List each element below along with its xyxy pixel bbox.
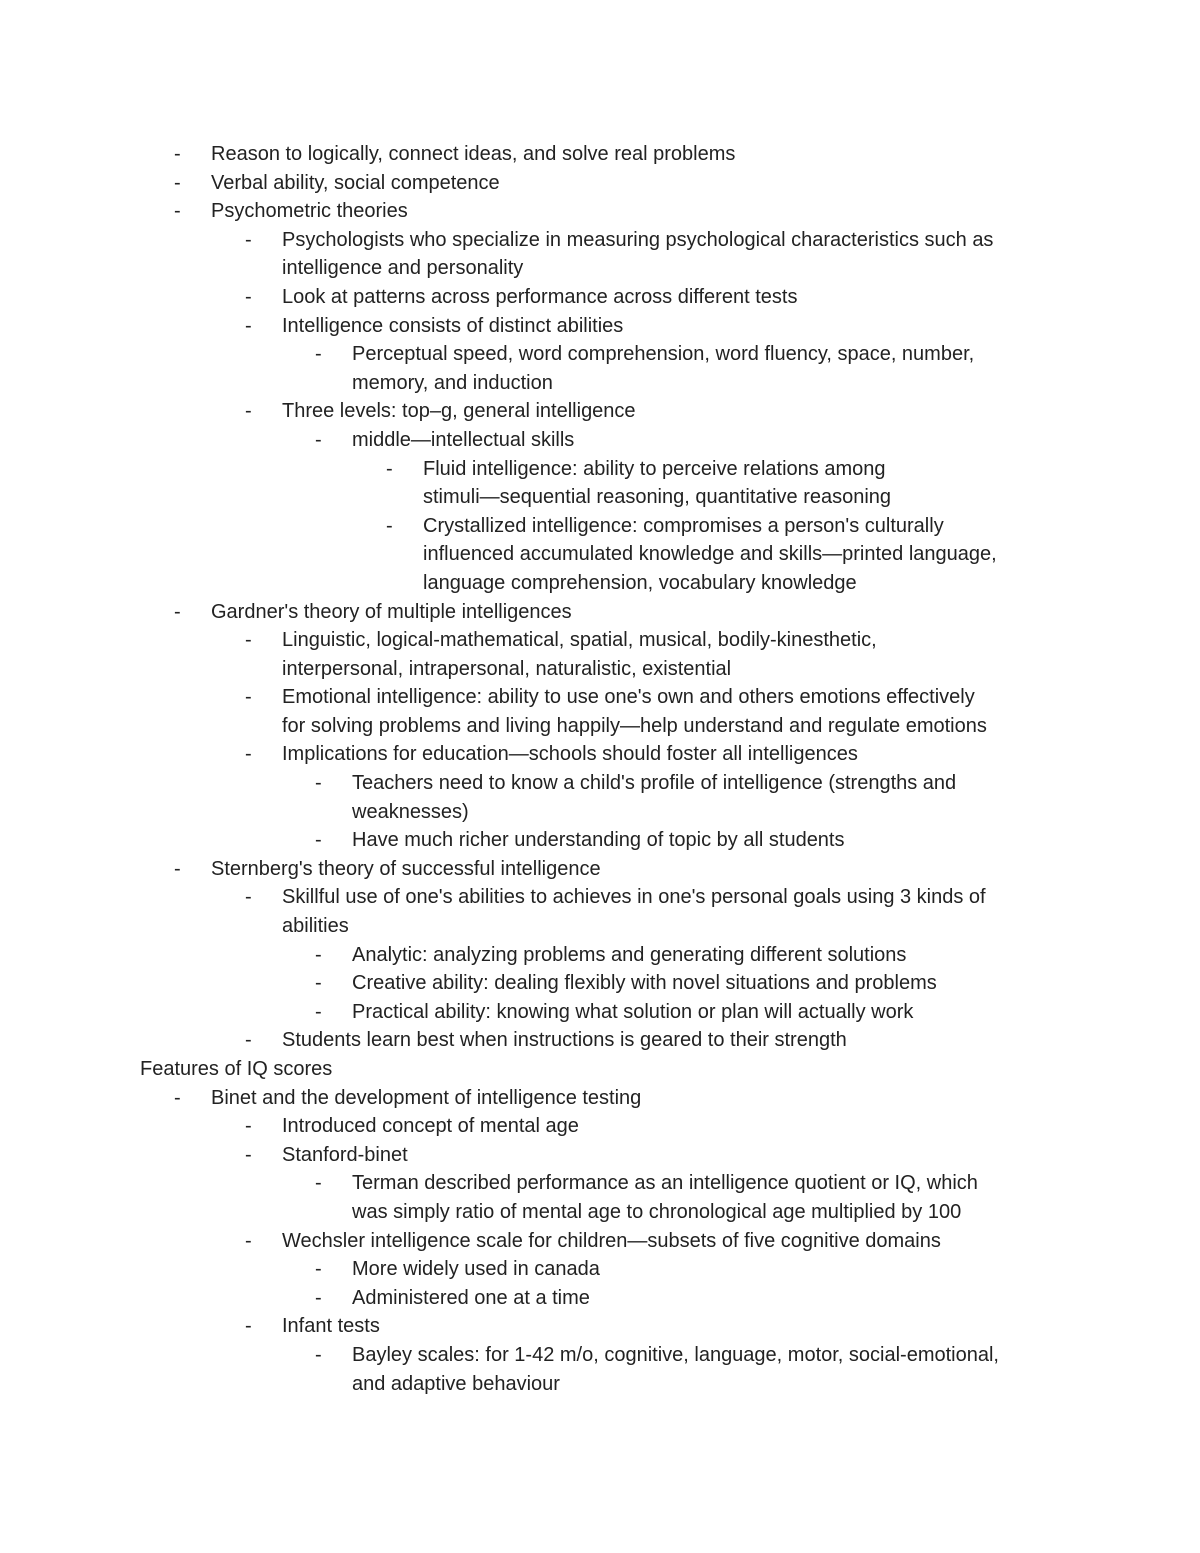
list-item-text: Administered one at a time <box>352 1286 590 1309</box>
bullet-dash: - <box>174 857 181 880</box>
list-item-text: Teachers need to know a child's profile of intelligence (strengths and <box>352 772 957 795</box>
list-item-text: Students learn best when instructions is geared to their strength <box>282 1029 847 1052</box>
list-item <box>140 626 1070 655</box>
list-item <box>140 1341 1070 1370</box>
list-item <box>140 655 1070 684</box>
list-item-text: Look at patterns across performance across different tests <box>282 285 798 308</box>
section-heading <box>140 1055 1070 1084</box>
bullet-dash: - <box>245 629 252 652</box>
list-item <box>140 483 1070 512</box>
list-item-text: Intelligence consists of distinct abilities <box>282 314 624 337</box>
list-item-text: Skillful use of one's abilities to achieves in one's personal goals using 3 kinds of <box>282 886 986 909</box>
bullet-dash: - <box>245 1229 252 1252</box>
bullet-dash: - <box>174 143 181 165</box>
list-item <box>140 169 1070 198</box>
bullet-dash: - <box>245 686 252 709</box>
list-item-text: Perceptual speed, word comprehension, word fluency, space, number, <box>352 343 975 366</box>
list-item-text: and adaptive behaviour <box>352 1372 560 1395</box>
bullet-dash: - <box>245 886 252 909</box>
list-item-text: influenced accumulated knowledge and skills—printed language, <box>423 543 997 566</box>
list-item <box>140 941 1070 970</box>
list-item-text: Creative ability: dealing flexibly with novel situations and problems <box>352 972 937 995</box>
list-item <box>140 855 1070 884</box>
list-item-text: interpersonal, intrapersonal, naturalistic, existential <box>282 657 732 680</box>
list-item <box>140 998 1070 1027</box>
list-item <box>140 883 1070 912</box>
list-item <box>140 1370 1070 1399</box>
list-item <box>140 140 1070 169</box>
list-item-text: Gardner's theory of multiple intelligences <box>211 600 572 623</box>
list-item <box>140 1255 1070 1284</box>
bullet-dash: - <box>315 972 322 995</box>
bullet-dash: - <box>245 228 252 251</box>
bullet-dash: - <box>174 600 181 623</box>
list-item <box>140 1227 1070 1256</box>
list-item <box>140 1284 1070 1313</box>
bullet-dash: - <box>174 171 181 194</box>
list-item <box>140 912 1070 941</box>
list-item <box>140 340 1070 369</box>
list-item-text: Infant tests <box>282 1315 380 1338</box>
list-item-text: Psychologists who specialize in measuring psychological characteristics such as <box>282 228 994 251</box>
list-item-text: Verbal ability, social competence <box>211 171 500 194</box>
list-item <box>140 1026 1070 1055</box>
list-item-text: Analytic: analyzing problems and generating different solutions <box>352 943 907 966</box>
list-item <box>140 1198 1070 1227</box>
list-item <box>140 226 1070 255</box>
list-item-text: abilities <box>282 915 349 938</box>
list-item <box>140 312 1070 341</box>
list-item <box>140 683 1070 712</box>
list-item-text: intelligence and personality <box>282 257 524 280</box>
bullet-dash: - <box>245 314 252 337</box>
bullet-dash: - <box>315 1286 322 1309</box>
list-item-text: stimuli—sequential reasoning, quantitative reasoning <box>423 486 892 509</box>
list-item-text: Implications for education—schools should foster all intelligences <box>282 743 858 766</box>
list-item <box>140 1112 1070 1141</box>
list-item-text: Crystallized intelligence: compromises a person's culturally <box>423 514 944 537</box>
list-item-text: More widely used in canada <box>352 1258 600 1281</box>
list-item-text: Wechsler intelligence scale for children—subsets of five cognitive domains <box>282 1229 941 1252</box>
list-item-text: Bayley scales: for 1-42 m/o, cognitive, language, motor, social-emotional, <box>352 1343 999 1366</box>
bullet-dash: - <box>245 1115 252 1138</box>
list-item-text: Reason to logically, connect ideas, and solve real problems <box>211 143 736 165</box>
list-item-text: Stanford-binet <box>282 1143 408 1166</box>
bullet-dash: - <box>315 943 322 966</box>
list-item-text: middle—intellectual skills <box>352 428 575 451</box>
list-item <box>140 283 1070 312</box>
list-item-text: memory, and induction <box>352 371 553 394</box>
list-item <box>140 455 1070 484</box>
list-item-text: Terman described performance as an intelligence quotient or IQ, which <box>352 1172 978 1195</box>
bullet-dash: - <box>245 1315 252 1338</box>
bullet-dash: - <box>245 743 252 766</box>
list-item <box>140 712 1070 741</box>
bullet-dash: - <box>245 400 252 423</box>
list-item <box>140 512 1070 541</box>
list-item-text: language comprehension, vocabulary knowledge <box>423 571 857 594</box>
list-item <box>140 540 1070 569</box>
bullet-dash: - <box>386 457 393 480</box>
bullet-dash: - <box>315 1258 322 1281</box>
list-item <box>140 769 1070 798</box>
bullet-dash: - <box>174 1086 181 1109</box>
list-item <box>140 969 1070 998</box>
list-item <box>140 740 1070 769</box>
list-item <box>140 826 1070 855</box>
bullet-dash: - <box>245 1143 252 1166</box>
list-item-text: weaknesses) <box>352 800 469 823</box>
list-item-text: Features of IQ scores <box>140 1058 333 1080</box>
list-item-text: Introduced concept of mental age <box>282 1115 579 1138</box>
bullet-dash: - <box>315 343 322 366</box>
list-item <box>140 369 1070 398</box>
document-page <box>140 140 1070 1398</box>
list-item-text: for solving problems and living happily—help understand and regulate emotions <box>282 714 987 737</box>
list-item <box>140 1312 1070 1341</box>
bullet-dash: - <box>245 1029 252 1052</box>
bullet-dash: - <box>315 772 322 795</box>
bullet-dash: - <box>315 428 322 451</box>
list-item-text: Linguistic, logical-mathematical, spatial, musical, bodily-kinesthetic, <box>282 629 877 652</box>
list-item <box>140 254 1070 283</box>
bullet-dash: - <box>245 285 252 308</box>
bullet-dash: - <box>386 514 393 537</box>
bullet-dash: - <box>315 1172 322 1195</box>
bullet-dash: - <box>315 829 322 852</box>
bullet-dash: - <box>315 1343 322 1366</box>
list-item-text: Emotional intelligence: ability to use one's own and others emotions effectively <box>282 686 975 709</box>
bullet-dash: - <box>315 1000 322 1023</box>
list-item <box>140 426 1070 455</box>
list-item <box>140 197 1070 226</box>
list-item-text: Have much richer understanding of topic by all students <box>352 829 845 852</box>
list-item-text: Fluid intelligence: ability to perceive relations among <box>423 457 886 480</box>
list-item <box>140 598 1070 627</box>
list-item-text: Sternberg's theory of successful intelligence <box>211 857 601 880</box>
list-item <box>140 1084 1070 1113</box>
bullet-dash: - <box>174 200 181 223</box>
list-item <box>140 1169 1070 1198</box>
list-item-text: Psychometric theories <box>211 200 408 223</box>
list-item-text: Three levels: top–g, general intelligence <box>282 400 636 423</box>
list-item-text: was simply ratio of mental age to chronological age multiplied by 100 <box>352 1200 962 1223</box>
list-item-text: Practical ability: knowing what solution or plan will actually work <box>352 1000 914 1023</box>
list-item <box>140 397 1070 426</box>
list-item <box>140 798 1070 827</box>
list-item-text: Binet and the development of intelligence testing <box>211 1086 642 1109</box>
list-item <box>140 569 1070 598</box>
list-item <box>140 1141 1070 1170</box>
